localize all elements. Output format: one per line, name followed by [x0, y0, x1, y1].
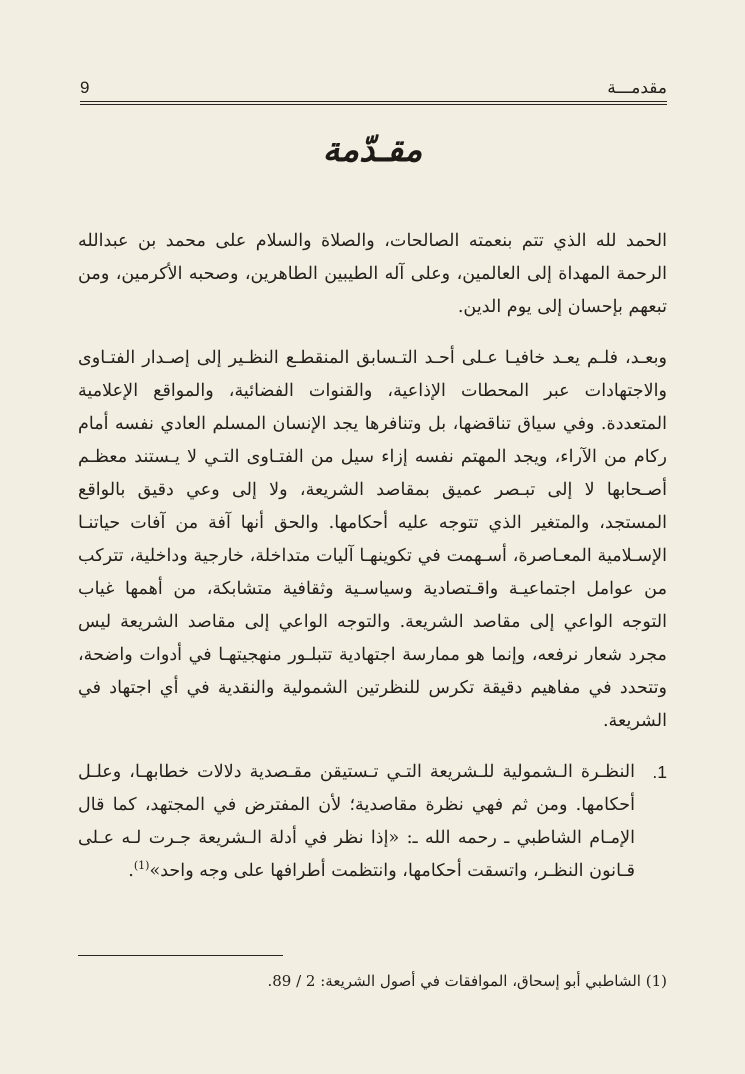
paragraph-main: وبعـد، فلـم يعـد خافيـا عـلى أحـد التـسابق المنقطـع النظـير إلى إصـدار الفتـاوى والاجتهادات عبر المحطات الإذاعية، والقنوات الفضائية، والمواقع الإعلامية المتعددة. وفي سياق تناقضها، بل وتنافرها يجد الإنسان المسلم العادي نفسه أمام ركام من الآراء، ويجد المهتم نفسه إزاء سيل من الفتـاوى التـي لا يـستند معظـم أصـحابها لا إلى تبـصر عميق بمقاصد الشريعة، ولا إلى وعي دقيق بالواقع المستجد، والمتغير الذي تتوجه عليه أحكامها. والحق أنها آفة من آفات حياتنـا الإسـلامية المعـاصرة، أسـهمت في تكوينهـا آليات متداخلة، خارجية وداخلية، تتركب من عوامل اجتماعيـة واقـتصادية وسياسـية وثقافية متشابكة، من أهمها غياب التوجه الواعي إلى مقاصد الشريعة. والتوجه الواعي إلى مقاصد الشريعة ليس مجرد شعار نرفعه، وإنما هو ممارسة اجتهادية تتبلـور منهجيتهـا في أدوات واضحة، وتتحدد في مفاهيم دقيقة تكرس للنظرتين الشمولية والنقدية في أي اجتهاد في الشريعة. — [78, 348, 667, 731]
footnote-rule — [78, 955, 283, 956]
footnote-reference[interactable]: (1) — [133, 859, 150, 873]
body-text — [78, 225, 667, 888]
list-item-number: 1. — [652, 762, 667, 782]
header-rule — [80, 101, 667, 105]
list-item-text: النظـرة الـشمولية للـشريعة التـي تـستيقن مقـصدية دلالات خطابهـا، وعلـل أحكامها. ومن ثم فهي نظرة مقاصدية؛ لأن المفترض في المجتهد، كما قال الإمـام الشاطبي ـ رحمه الله ـ: «إذا نظر في أدلة الـشريعة جـرت لـه عـلى قـانون النظـر، واتسقت أحكامها، وانتظمت أطرافها على وجه واحد» — [78, 762, 635, 881]
running-header — [80, 78, 667, 102]
page-number: 9 — [80, 78, 90, 97]
list-item — [78, 756, 667, 888]
running-title: مقدمـــة — [607, 78, 667, 98]
paragraph-opening: الحمد لله الذي تتم بنعمته الصالحات، والصلاة والسلام على محمد بن عبدالله الرحمة المهداة إلى العالمين، وعلى آله الطيبين الطاهرين، وصحبه الأكرمين، ومن تبعهم بإحسان إلى يوم الدين. — [78, 231, 667, 317]
footnote: (1) الشاطبي أبو إسحاق، الموافقات في أصول الشريعة: 2 / 89. — [267, 972, 667, 990]
list-item-end: . — [128, 861, 134, 881]
chapter-title: مقـدّمة — [322, 130, 423, 170]
